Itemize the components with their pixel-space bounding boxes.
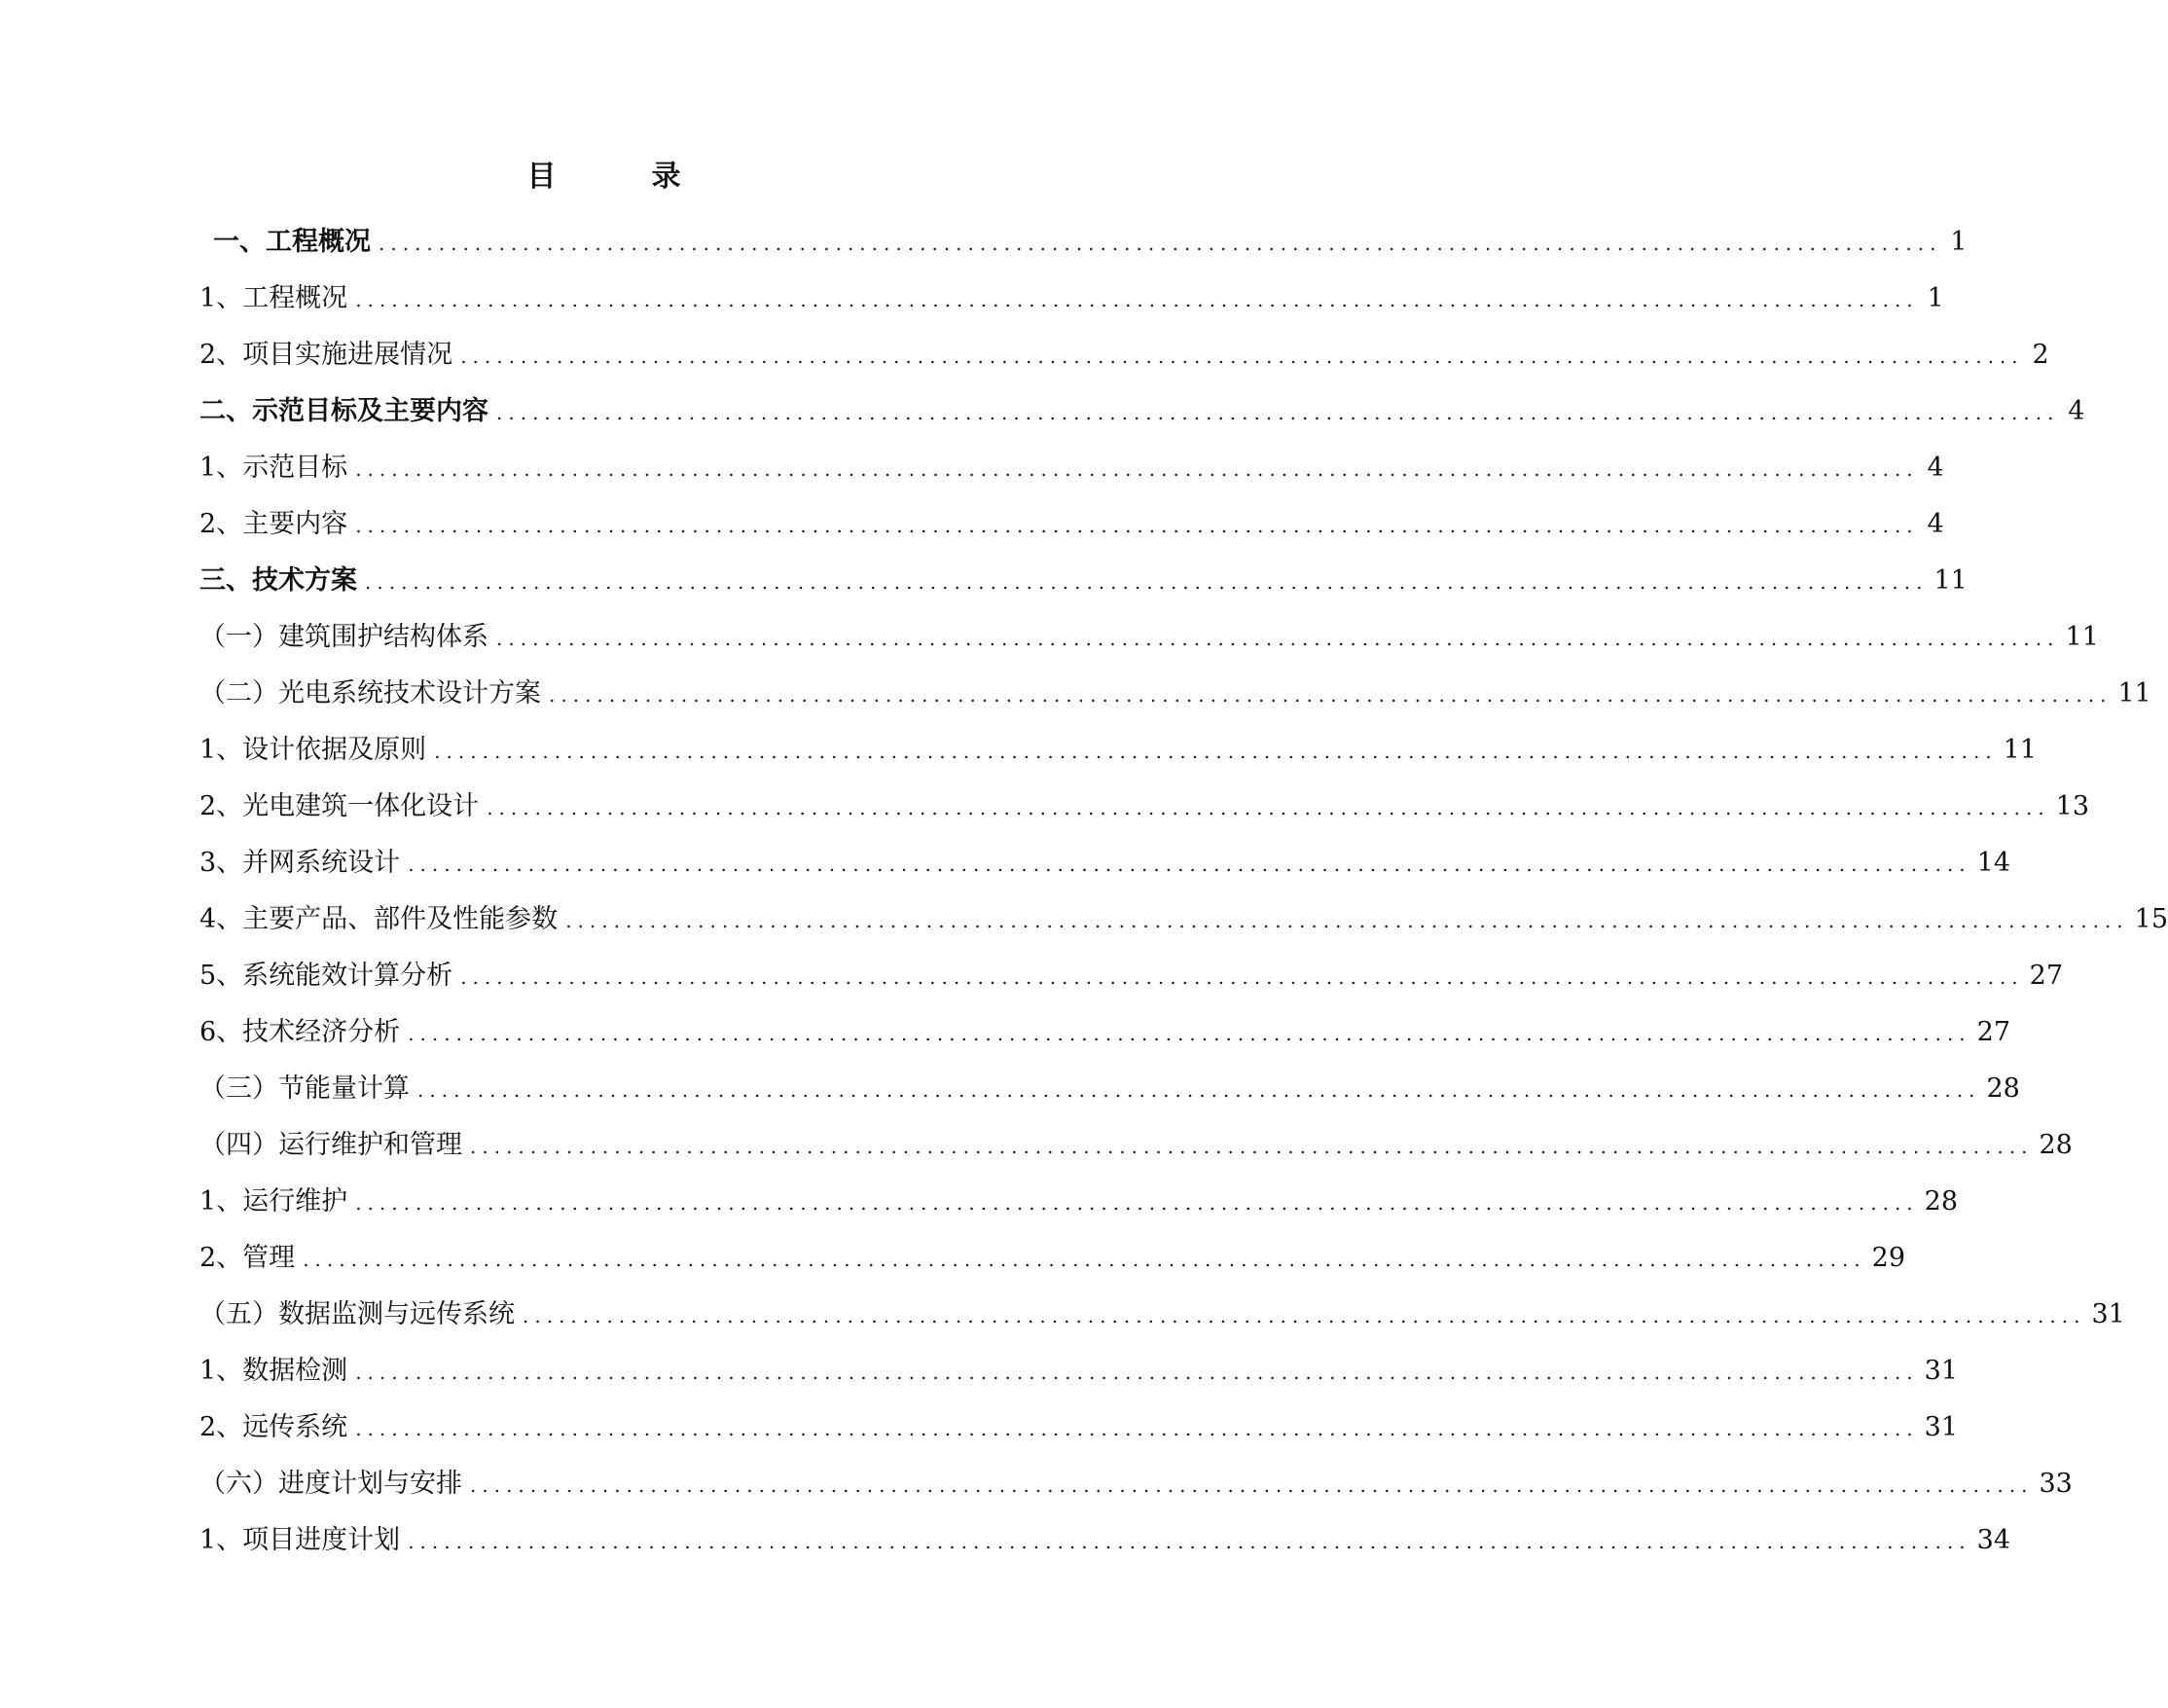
toc-page-number: 33 — [2039, 1469, 2073, 1499]
toc-dot-leader: .................................................................................................................................. — [355, 1191, 1919, 1215]
toc-entry[interactable] — [199, 891, 2168, 948]
toc-page-number: 2 — [2032, 340, 2049, 370]
toc-page-number: 31 — [1924, 1356, 1959, 1386]
toc-entry-label: 1、示范目标 — [199, 453, 348, 483]
toc-entry[interactable] — [199, 1399, 1959, 1456]
toc-entry-label: 1、设计依据及原则 — [199, 735, 427, 765]
toc-entry-label: 1、工程概况 — [199, 283, 348, 313]
toc-dot-leader: .................................................................................................................................. — [549, 683, 2113, 707]
toc-entry[interactable] — [199, 835, 2011, 891]
toc-entry[interactable] — [199, 666, 2151, 722]
toc-dot-leader: .................................................................................................................................. — [379, 232, 1942, 255]
toc-page-number: 31 — [1924, 1412, 1959, 1442]
toc-entry[interactable] — [199, 553, 1968, 609]
toc-dot-leader: .................................................................................................................................. — [408, 1530, 1971, 1553]
toc-entry[interactable] — [199, 779, 2090, 835]
toc-entry-label: 1、运行维护 — [199, 1186, 348, 1217]
toc-entry-label: 6、技术经济分析 — [199, 1017, 401, 1047]
toc-page-number: 27 — [2029, 961, 2064, 991]
toc-entry-label: 1、项目进度计划 — [199, 1525, 401, 1555]
toc-page-number: 15 — [2134, 904, 2168, 934]
page-title: 目 录 — [526, 160, 714, 194]
toc-dot-leader: .................................................................................................................................. — [470, 1473, 2034, 1497]
toc-entry[interactable] — [199, 722, 2038, 779]
toc-page-number: 4 — [1927, 509, 1944, 539]
toc-dot-leader: .................................................................................................................................. — [355, 288, 1919, 311]
toc-entry[interactable] — [199, 1230, 1906, 1287]
toc-entry[interactable] — [199, 327, 2049, 383]
toc-entry-label: 2、项目实施进展情况 — [199, 340, 453, 370]
toc-entry-label: 三、技术方案 — [199, 565, 357, 596]
toc-entry-label: 2、主要内容 — [199, 509, 348, 539]
toc-entry[interactable] — [199, 1174, 1959, 1230]
toc-page-number: 1 — [1950, 227, 1968, 257]
toc-entry-label: （三）节能量计算 — [199, 1073, 410, 1104]
toc-dot-leader: .................................................................................................................................. — [434, 740, 1998, 763]
toc-entry[interactable] — [199, 609, 2099, 666]
toc-entry[interactable] — [199, 1456, 2073, 1512]
toc-dot-leader: .................................................................................................................................. — [523, 1304, 2086, 1327]
toc-page-number: 14 — [1976, 848, 2011, 878]
toc-dot-leader: .................................................................................................................................. — [460, 345, 2024, 368]
toc-page-number: 29 — [1871, 1243, 1906, 1273]
toc-entry[interactable] — [199, 948, 2064, 1004]
toc-entry-label: （一）建筑围护结构体系 — [199, 622, 488, 652]
toc-entry[interactable] — [199, 1512, 2011, 1569]
toc-entry[interactable] — [199, 1287, 2125, 1343]
toc-entry-label: 1、数据检测 — [199, 1356, 348, 1386]
toc-entry-label: （五）数据监测与远传系统 — [199, 1299, 515, 1329]
toc-dot-leader: .................................................................................................................................. — [355, 514, 1919, 537]
toc-entry[interactable] — [199, 1004, 2011, 1061]
toc-page-number: 28 — [1924, 1186, 1959, 1217]
toc-entry-label: 2、管理 — [199, 1243, 296, 1273]
table-of-contents — [199, 214, 2168, 1569]
toc-dot-leader: .................................................................................................................................. — [470, 1135, 2034, 1158]
toc-dot-leader: .................................................................................................................................. — [355, 1361, 1919, 1384]
toc-page-number: 1 — [1927, 283, 1944, 313]
toc-page-number: 11 — [1933, 565, 1968, 596]
toc-entry-label: （六）进度计划与安排 — [199, 1469, 462, 1499]
toc-entry[interactable] — [199, 1061, 2020, 1117]
toc-dot-leader: .................................................................................................................................. — [355, 457, 1919, 481]
toc-entry-label: 4、主要产品、部件及性能参数 — [199, 904, 559, 934]
toc-entry[interactable] — [199, 496, 1944, 553]
toc-entry[interactable] — [199, 383, 2085, 440]
toc-entry-label: 2、远传系统 — [199, 1412, 348, 1442]
toc-page-number: 28 — [1986, 1073, 2020, 1104]
toc-dot-leader: .................................................................................................................................. — [496, 627, 2060, 650]
toc-dot-leader: .................................................................................................................................. — [408, 853, 1971, 876]
toc-page-number: 34 — [1976, 1525, 2011, 1555]
toc-dot-leader: .................................................................................................................................. — [303, 1248, 1866, 1271]
toc-entry[interactable] — [199, 440, 1944, 496]
toc-page-number: 11 — [2003, 735, 2038, 765]
toc-entry[interactable] — [199, 214, 1968, 271]
toc-entry[interactable] — [199, 1117, 2073, 1174]
toc-entry-label: （二）光电系统技术设计方案 — [199, 678, 541, 709]
toc-entry-label: 一、工程概况 — [213, 227, 371, 257]
toc-page-number: 11 — [2065, 622, 2099, 652]
toc-dot-leader: .................................................................................................................................. — [487, 796, 2050, 819]
toc-dot-leader: .................................................................................................................................. — [417, 1078, 1981, 1102]
toc-dot-leader: .................................................................................................................................. — [496, 401, 2060, 424]
toc-page-number: 31 — [2091, 1299, 2125, 1329]
toc-page-number: 13 — [2055, 791, 2090, 821]
toc-page-number: 11 — [2117, 678, 2151, 709]
toc-entry-label: 5、系统能效计算分析 — [199, 961, 453, 991]
toc-dot-leader: .................................................................................................................................. — [460, 965, 2024, 989]
toc-entry-label: 3、并网系统设计 — [199, 848, 401, 878]
toc-page-number: 4 — [1927, 453, 1944, 483]
toc-entry-label: （四）运行维护和管理 — [199, 1130, 462, 1160]
toc-dot-leader: .................................................................................................................................. — [355, 1417, 1919, 1440]
toc-dot-leader: .................................................................................................................................. — [408, 1022, 1971, 1045]
toc-page-number: 28 — [2039, 1130, 2073, 1160]
toc-page-number: 27 — [1976, 1017, 2011, 1047]
toc-entry-label: 二、示范目标及主要内容 — [199, 396, 488, 426]
toc-dot-leader: .................................................................................................................................. — [365, 570, 1929, 594]
toc-entry[interactable] — [199, 271, 1944, 327]
toc-entry-label: 2、光电建筑一体化设计 — [199, 791, 480, 821]
toc-dot-leader: .................................................................................................................................. — [565, 909, 2129, 932]
toc-page-number: 4 — [2068, 396, 2085, 426]
toc-entry[interactable] — [199, 1343, 1959, 1399]
